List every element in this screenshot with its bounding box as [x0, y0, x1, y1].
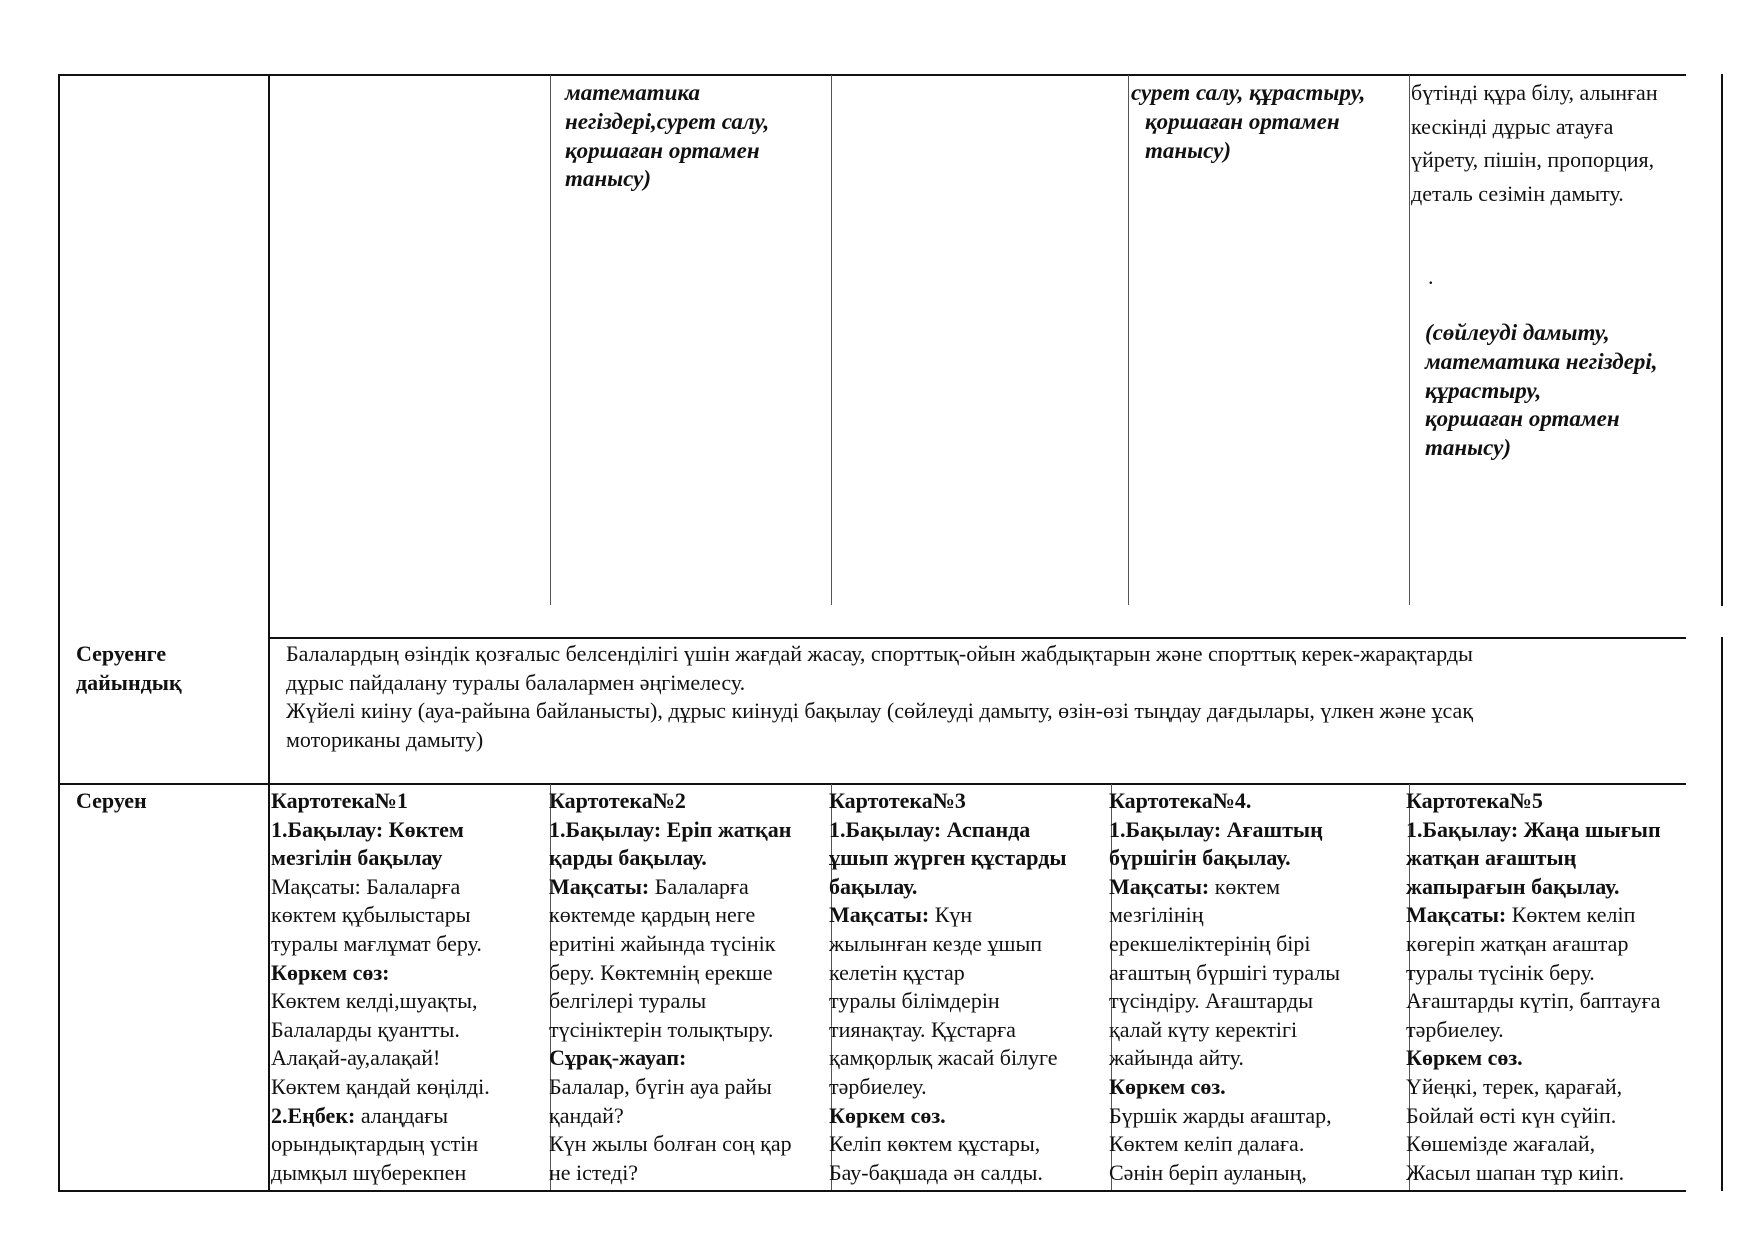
card-line: Сұрақ-жауап:: [549, 1045, 687, 1071]
walk-prep-top-border: [268, 637, 1686, 639]
top-col-divider-5: [1409, 75, 1410, 605]
text-line: танысу): [565, 166, 652, 192]
card-line: Жасыл шапан тұр киіп.: [1406, 1159, 1625, 1185]
card-line: жапырағын бақылау.: [1406, 873, 1620, 899]
text-line: сурет салу, құрастыру,: [1131, 80, 1366, 105]
card-line: [549, 873, 792, 902]
card-line: тәрбиелеу.: [829, 1073, 927, 1099]
table-left-border: [58, 74, 60, 1191]
card-line: түсініктерін толықтыру.: [549, 1016, 774, 1042]
card-line: туралы мағлұмат беру.: [271, 930, 482, 956]
card-line: ерекшеліктерінің бірі: [1109, 930, 1311, 956]
table-right-border-lower: [1721, 637, 1723, 1191]
card-line-part: Мақсаты:: [1406, 902, 1507, 928]
card-line: Сәнін беріп ауланың,: [1109, 1159, 1307, 1185]
card-line: [271, 1102, 490, 1131]
card-line: келетін құстар: [829, 959, 965, 985]
top-col-divider-3: [831, 75, 832, 605]
card-line: Келіп көктем құстары,: [829, 1131, 1041, 1157]
card-line: ұшып жүрген құстарды: [829, 845, 1067, 871]
card-line: туралы түсінік беру.: [1406, 959, 1595, 985]
walk-prep-text: [286, 640, 1473, 754]
text-line: математика: [565, 80, 701, 105]
card-line: қалай күту керектігі: [1109, 1016, 1298, 1042]
text-line: дайындық: [76, 669, 182, 695]
top-col5-text: [1131, 79, 1365, 165]
card-line: қамқорлық жасай білуге: [829, 1045, 1058, 1071]
walk-card-2: [549, 787, 792, 1187]
text-line: моториканы дамыту): [286, 726, 484, 752]
card-line: көктем құбылыстары: [271, 902, 471, 928]
text-line: математика негіздері,: [1425, 348, 1658, 374]
top-col6-dot: .: [1428, 264, 1434, 289]
card-line: Көшемізде жағалай,: [1406, 1131, 1596, 1157]
card-line: көктемде қардың неге: [549, 902, 756, 928]
card-line: белгілері туралы: [549, 988, 707, 1014]
text-line: негіздері,сурет салу,: [565, 108, 770, 134]
label-column-divider: [268, 74, 270, 1191]
card-line: мезгілінің: [1109, 902, 1204, 928]
card-line-part: Мақсаты:: [1109, 873, 1210, 899]
card-line: Балаларды қуантты.: [271, 1016, 460, 1042]
card-line: не істеді?: [549, 1159, 639, 1185]
card-line: Көктем қандай көңілді.: [271, 1073, 490, 1099]
text-line: қоршаған ортамен: [1145, 108, 1340, 134]
card-line: Картотека№3: [829, 788, 966, 813]
card-line: беру. Көктемнің ерекше: [549, 959, 773, 985]
card-line-part: Көктем келіп: [1506, 902, 1636, 928]
walk-card-3: [829, 787, 1067, 1187]
card-line: [1406, 901, 1661, 930]
card-line-part: 2.Еңбек:: [271, 1102, 356, 1128]
card-line: Көркем сөз.: [1109, 1073, 1226, 1099]
card-line: туралы білімдерін: [829, 988, 1000, 1014]
card-line: Картотека№5: [1406, 788, 1543, 813]
text-line: дұрыс пайдалану туралы балалармен әңгімелесу.: [286, 669, 746, 695]
top-col3-text: [565, 79, 769, 194]
walk-card-4: [1109, 787, 1340, 1187]
card-line: бақылау.: [829, 873, 918, 899]
card-line: түсіндіру. Ағаштарды: [1109, 988, 1314, 1014]
card-line: Алақай-ау,алақай!: [271, 1045, 441, 1071]
table-right-border: [1721, 74, 1723, 606]
text-line: құрастыру,: [1425, 377, 1542, 403]
card-line: тәрбиелеу.: [1406, 1016, 1504, 1042]
card-line: Бойлай өсті күн сүйіп.: [1406, 1102, 1617, 1128]
text-line: танысу): [1425, 435, 1512, 461]
text-line: кескінді дұрыс атауға: [1411, 113, 1614, 139]
card-line: Балалар, бүгін ауа райы: [549, 1073, 772, 1099]
card-line: 1.Бақылау: Аспанда: [829, 816, 1031, 842]
walk-card-5: [1406, 787, 1661, 1187]
card-line: 1.Бақылау: Ағаштың: [1109, 816, 1323, 842]
card-line: Көркем сөз:: [271, 959, 390, 985]
card-line: Картотека№2: [549, 788, 686, 813]
card-line: Картотека№1: [271, 788, 408, 813]
text-line: деталь сезімін дамыту.: [1411, 180, 1624, 206]
card-line: еритіні жайында түсінік: [549, 930, 776, 956]
top-col-divider-2: [550, 75, 551, 605]
card-line: Мақсаты: Балаларға: [271, 873, 461, 899]
walk-prep-label: [76, 640, 182, 697]
top-col6-text: [1411, 76, 1658, 210]
card-line: дымқыл шүберекпен: [271, 1159, 467, 1185]
card-line: Картотека№4.: [1109, 788, 1252, 813]
card-line: Бүршік жарды ағаштар,: [1109, 1102, 1332, 1128]
card-line-part: алаңдағы: [355, 1102, 449, 1128]
card-line: Бау-бақшада ән салды.: [829, 1159, 1043, 1185]
card-line: ағаштың бүршігі туралы: [1109, 959, 1341, 985]
card-line: жатқан ағаштың: [1406, 845, 1577, 871]
table-bottom-border: [58, 1190, 1686, 1192]
card-line-part: Балаларға: [649, 873, 749, 899]
card-line-part: Мақсаты:: [549, 873, 650, 899]
card-line: [1109, 873, 1340, 902]
card-line: бүршігін бақылау.: [1109, 845, 1291, 871]
card-line: Көктем келді,шуақты,: [271, 988, 478, 1014]
card-line: тиянақтау. Құстарға: [829, 1016, 1016, 1042]
card-line: мезгілін бақылау: [271, 845, 443, 871]
card-line-part: Күн: [929, 902, 973, 928]
card-line: 1.Бақылау: Көктем: [271, 816, 464, 842]
text-line: Серуенге: [76, 641, 167, 666]
walk-top-border: [58, 783, 1686, 785]
card-line: 1.Бақылау: Жаңа шығып: [1406, 816, 1661, 842]
card-line: қарды бақылау.: [549, 845, 707, 871]
text-line: Балалардың өзіндік қозғалыс белсенділігі үшін жағдай жасау, спорттық-ойын жабдықтарын және спорттық керек-жарақтарды: [286, 641, 1473, 666]
card-line: Көркем сөз.: [829, 1102, 946, 1128]
card-line: Күн жылы болған соң қар: [549, 1131, 792, 1157]
card-line: Көркем сөз.: [1406, 1045, 1523, 1071]
card-line: көгеріп жатқан ағаштар: [1406, 930, 1629, 956]
card-line: Көктем келіп далаға.: [1109, 1131, 1305, 1157]
text-line: (сөйлеуді дамыту,: [1425, 320, 1610, 345]
text-line: бүтінді құра білу, алынған: [1411, 80, 1658, 105]
walk-label: Серуен: [76, 788, 147, 813]
text-line: танысу): [1145, 137, 1232, 163]
text-line: үйрету, пішін, пропорция,: [1411, 147, 1655, 172]
card-line: қандай?: [549, 1102, 624, 1128]
card-line-part: Мақсаты:: [829, 902, 930, 928]
text-line: Жүйелі киіну (ауа-райына байланысты), дұрыс киінуді бақылау (сөйлеуді дамыту, өзін-өзі тыңдау дағдылары, үлкен және ұсақ: [286, 698, 1474, 724]
top-col6-italic: [1425, 319, 1658, 463]
card-line: [829, 901, 1067, 930]
card-line: 1.Бақылау: Еріп жатқан: [549, 816, 792, 842]
text-line: қоршаған ортамен: [565, 137, 760, 163]
card-line: орындықтардың үстін: [271, 1131, 479, 1157]
card-line-part: көктем: [1209, 873, 1281, 899]
card-line: жайында айту.: [1109, 1045, 1244, 1071]
walk-card-1: [271, 787, 490, 1187]
card-line: Үйеңкі, терек, қарағай,: [1406, 1073, 1623, 1099]
top-col-divider-4: [1128, 75, 1129, 605]
text-line: қоршаған ортамен: [1425, 406, 1620, 432]
card-line: жылынған кезде ұшып: [829, 930, 1042, 956]
card-line: Ағаштарды күтіп, баптауға: [1406, 988, 1661, 1014]
